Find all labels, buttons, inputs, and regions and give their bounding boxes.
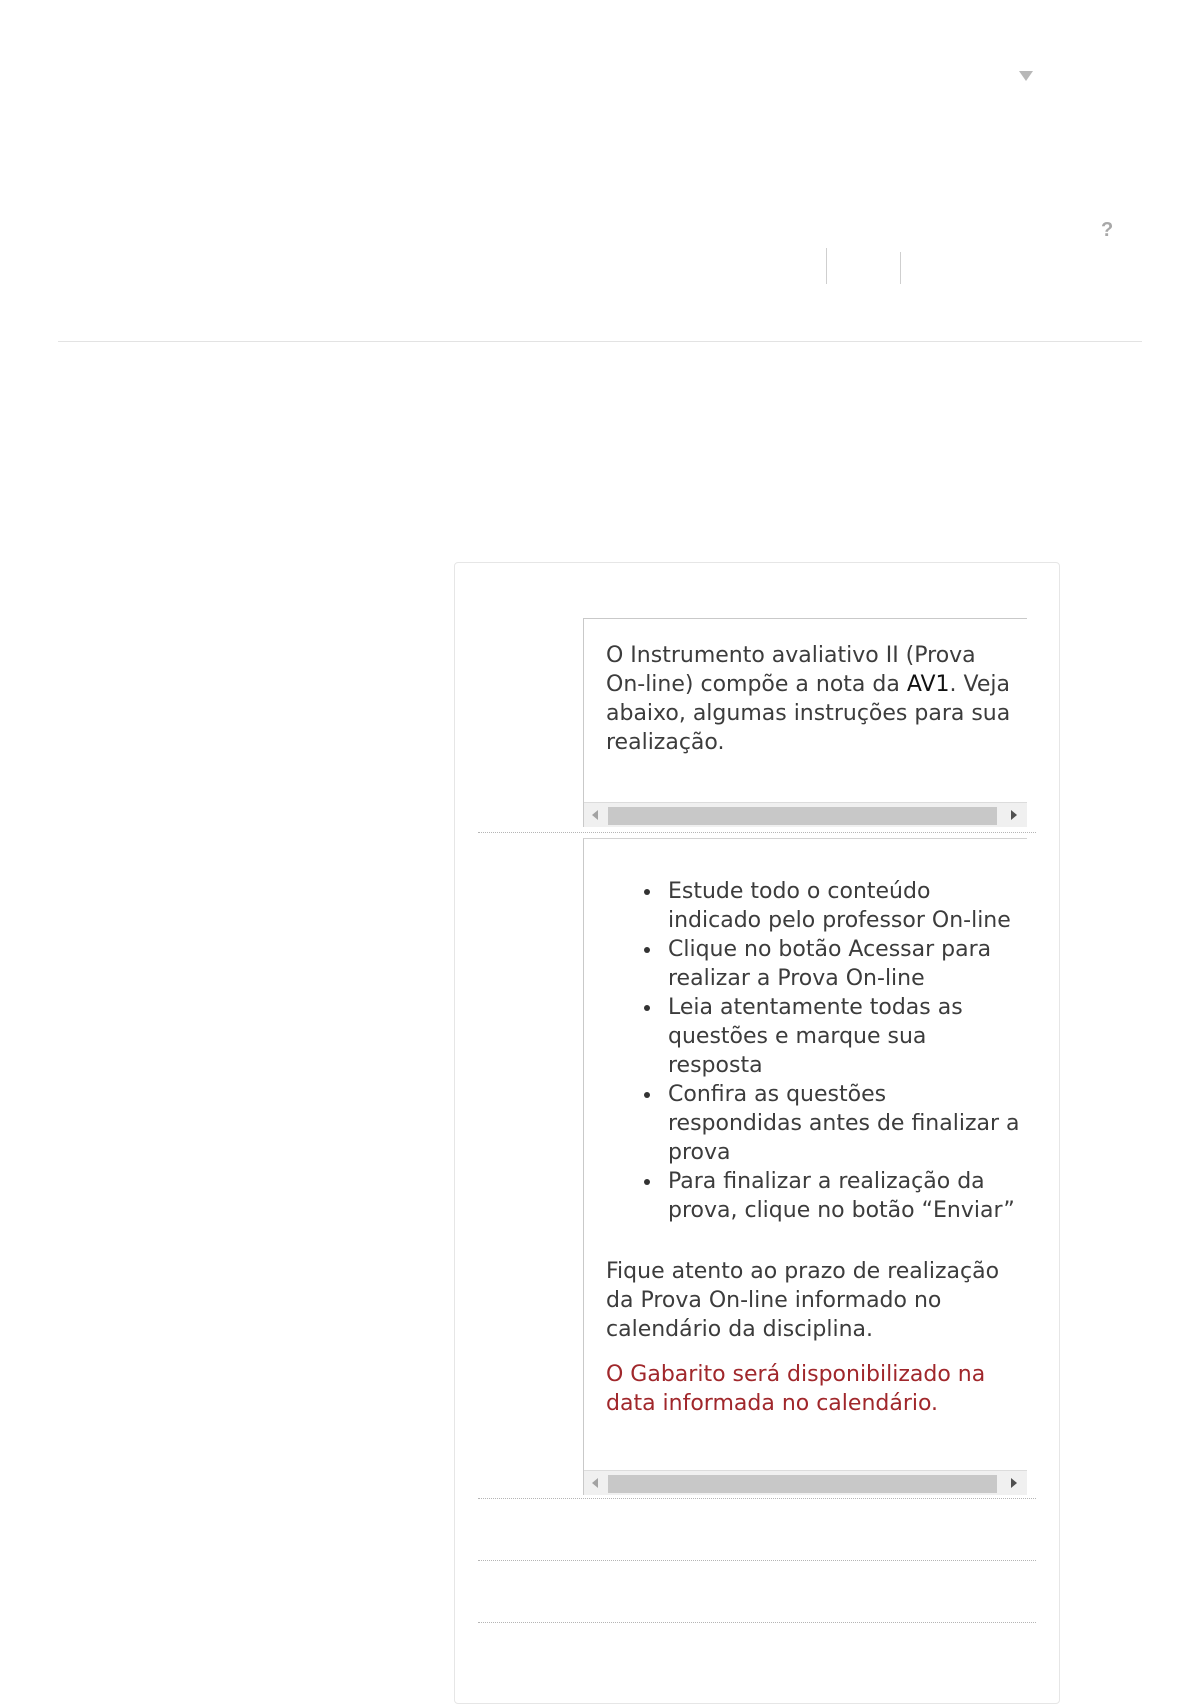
- header-divider: [58, 341, 1142, 342]
- list-item: Clique no botão Acessar para realizar a Prova On-line: [641, 935, 1021, 993]
- row-divider: [478, 1622, 1036, 1623]
- row-divider: [478, 832, 1036, 833]
- deadline-note: Fique atento ao prazo de realização da Prova On-line informado no calendário da disciplina.: [606, 1259, 1000, 1342]
- scrollbar-thumb[interactable]: [608, 807, 997, 825]
- list-item: Estude todo o conteúdo indicado pelo professor On-line: [641, 877, 1021, 935]
- scroll-right-icon[interactable]: [1011, 810, 1017, 820]
- scroll-right-icon[interactable]: [1011, 1478, 1017, 1488]
- instructions-list: [641, 877, 1021, 1225]
- list-item: Para finalizar a realização da prova, clique no botão “Enviar”: [641, 1167, 1021, 1225]
- horizontal-scrollbar[interactable]: [584, 802, 1027, 827]
- av1-label: AV1: [906, 672, 950, 697]
- toolbar-divider: [826, 248, 827, 284]
- scroll-left-icon[interactable]: [592, 1478, 598, 1488]
- horizontal-scrollbar[interactable]: [584, 1470, 1027, 1495]
- intro-scroll-box[interactable]: [583, 618, 1027, 827]
- intro-text-start: O Instrumento avaliativo II (Prova On-line) compõe a nota da: [606, 643, 976, 697]
- scrollbar-thumb[interactable]: [608, 1475, 997, 1493]
- list-item: Leia atentamente todas as questões e marque sua resposta: [641, 993, 1021, 1080]
- help-icon[interactable]: ?: [1101, 219, 1114, 241]
- instructions-scroll-box[interactable]: [583, 838, 1027, 1495]
- row-divider: [478, 1498, 1036, 1499]
- row-divider: [478, 1560, 1036, 1561]
- intro-text-end: . Veja abaixo, algumas instruções para sua realização.: [606, 672, 1011, 755]
- list-item: Confira as questões respondidas antes de finalizar a prova: [641, 1080, 1021, 1167]
- answer-key-note: O Gabarito será disponibilizado na data informada no calendário.: [606, 1362, 986, 1416]
- toolbar-divider: [900, 252, 901, 284]
- scroll-left-icon[interactable]: [592, 810, 598, 820]
- intro-text: [606, 641, 1016, 757]
- caret-down-icon[interactable]: [1019, 71, 1033, 81]
